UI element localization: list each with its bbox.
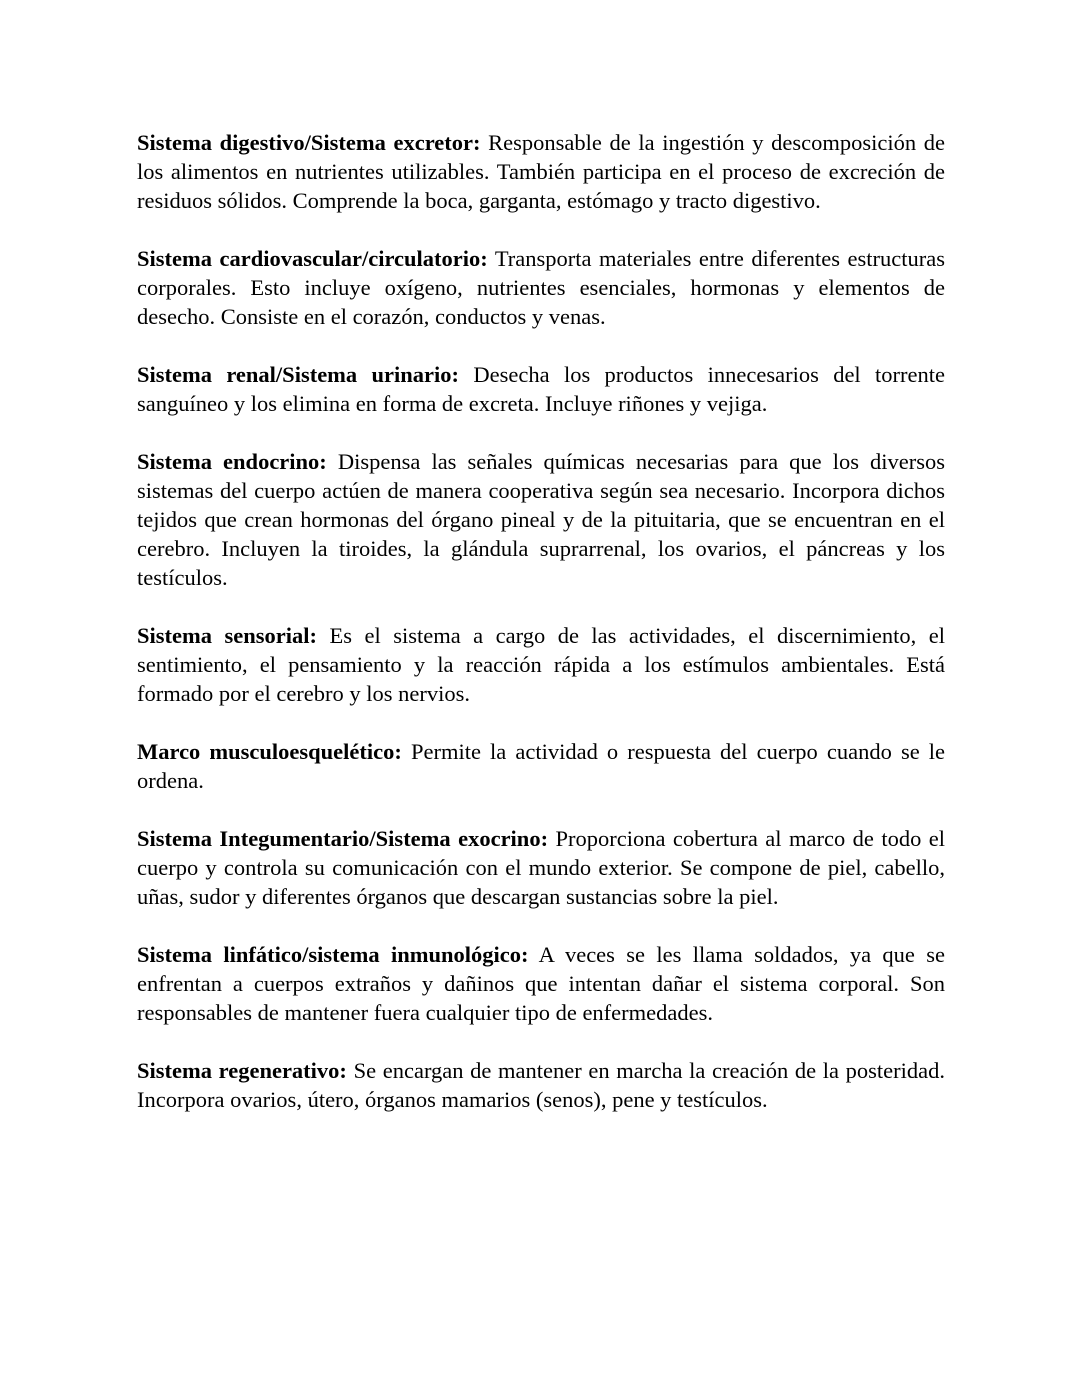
paragraph-heading: Marco musculoesquelético: (137, 739, 402, 764)
paragraph-body: Dispensa las señales químicas necesarias para que los diversos sistemas del cuerpo actúen de manera cooperativa según sea necesario. Incorpora dichos tejidos que crean hormonas del órgano pineal y de la pituitaria, que se encuentran en el cerebro. Incluyen la tiroides, la glándula suprarrenal, los ovarios, el páncreas y los testículos. (137, 449, 946, 590)
paragraph-body: A veces se les llama soldados, ya que se enfrentan a cuerpos extraños y dañinos que intentan dañar el sistema corporal. Son responsables de mantener fuera cualquier tipo de enfermedades. (137, 942, 946, 1025)
paragraph-heading: Sistema regenerativo: (137, 1058, 347, 1083)
paragraph-body: Responsable de la ingestión y descomposición de los alimentos en nutrientes utilizables. También participa en el proceso de excreción de residuos sólidos. Comprende la boca, garganta, estómago y tracto digestivo. (137, 130, 946, 213)
paragraph-body: Desecha los productos innecesarios del torrente sanguíneo y los elimina en forma de excreta. Incluye riñones y vejiga. (137, 362, 945, 416)
paragraph-endocrine-system (137, 447, 945, 592)
paragraph-digestive-system (137, 128, 945, 215)
paragraph-heading: Sistema renal/Sistema urinario: (137, 362, 460, 387)
paragraph-heading: Sistema endocrino: (137, 449, 327, 474)
paragraph-heading: Sistema digestivo/Sistema excretor: (137, 130, 481, 155)
paragraph-sensory-system (137, 621, 945, 708)
paragraph-body: Transporta materiales entre diferentes estructuras corporales. Esto incluye oxígeno, nutrientes esenciales, hormonas y elementos de desecho. Consiste en el corazón, conductos y venas. (137, 246, 945, 329)
paragraph-heading: Sistema Integumentario/Sistema exocrino: (137, 826, 549, 851)
paragraph-body: Se encargan de mantener en marcha la creación de la posteridad. Incorpora ovarios, útero, órganos mamarios (senos), pene y testículos. (137, 1058, 945, 1112)
paragraph-integumentary-system (137, 824, 945, 911)
paragraph-body: Permite la actividad o respuesta del cuerpo cuando se le ordena. (137, 739, 946, 793)
paragraph-musculoskeletal-system (137, 737, 945, 795)
paragraph-heading: Sistema linfático/sistema inmunológico: (137, 942, 529, 967)
paragraph-cardiovascular-system (137, 244, 945, 331)
paragraph-heading: Sistema sensorial: (137, 623, 317, 648)
paragraph-regenerative-system (137, 1056, 945, 1114)
paragraph-heading: Sistema cardiovascular/circulatorio: (137, 246, 488, 271)
paragraph-body: Es el sistema a cargo de las actividades, el discernimiento, el sentimiento, el pensamiento y la reacción rápida a los estímulos ambientales. Está formado por el cerebro y los nervios. (137, 623, 946, 706)
paragraph-renal-system (137, 360, 945, 418)
paragraph-body: Proporciona cobertura al marco de todo el cuerpo y controla su comunicación con el mundo exterior. Se compone de piel, cabello, uñas, sudor y diferentes órganos que descargan sustancias sobre la piel. (137, 826, 945, 909)
paragraph-lymphatic-system (137, 940, 945, 1027)
document-body (137, 128, 945, 1114)
